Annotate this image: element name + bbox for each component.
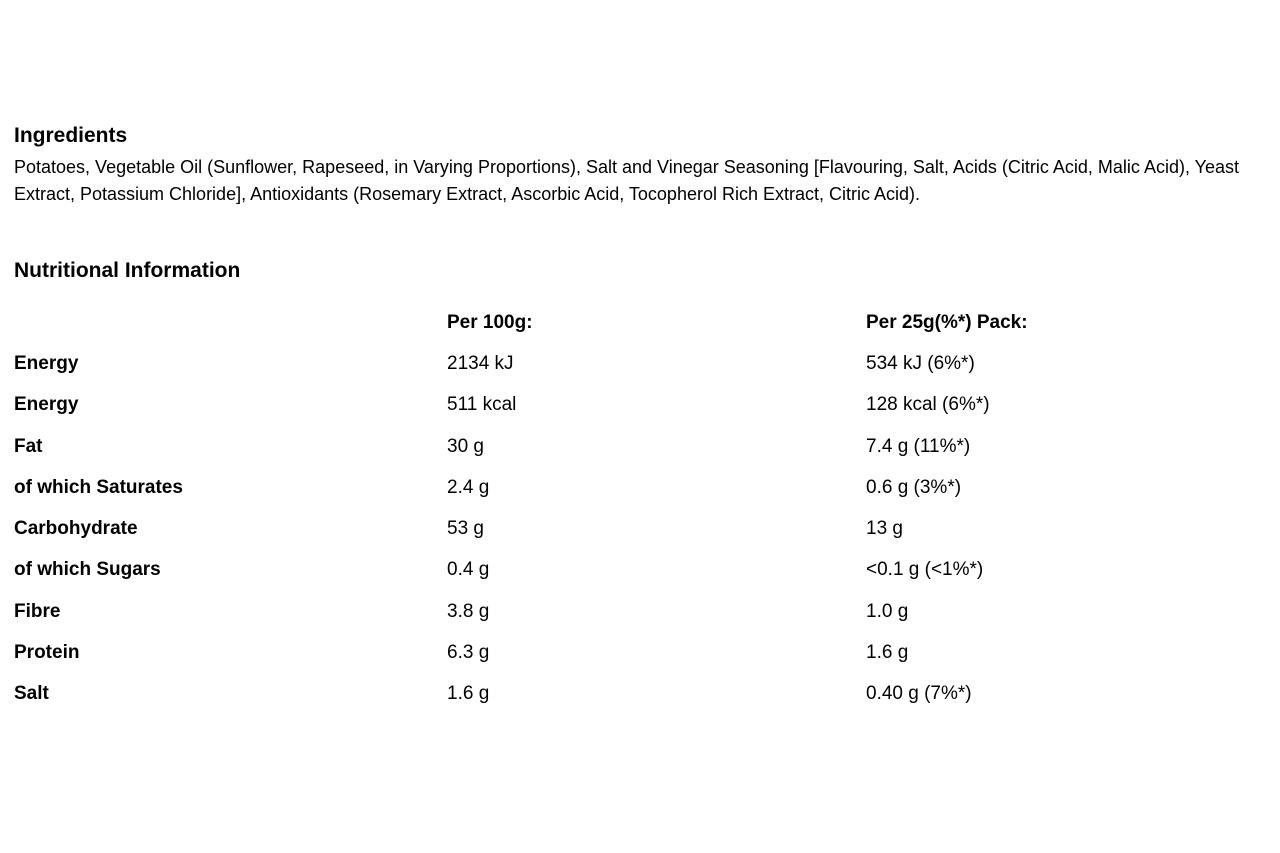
per-100g-value: 6.3 g [447, 642, 490, 664]
table-row [14, 591, 1276, 632]
table-row [14, 426, 1276, 467]
per-100g-value: 53 g [447, 518, 484, 540]
table-row [14, 674, 1276, 715]
nutrient-name: Salt [14, 683, 49, 705]
table-row [14, 508, 1276, 549]
column-header-per-100g: Per 100g: [447, 311, 533, 333]
nutrient-name: of which Sugars [14, 559, 161, 581]
nutrient-name: Protein [14, 642, 80, 664]
table-row [14, 632, 1276, 673]
per-100g-value: 2134 kJ [447, 352, 514, 374]
table-row [14, 467, 1276, 508]
nutrient-name: Fibre [14, 600, 61, 622]
nutrient-name: Carbohydrate [14, 518, 138, 540]
per-pack-value: 7.4 g (11%*) [866, 435, 971, 457]
table-row [14, 550, 1276, 591]
table-row [14, 385, 1276, 426]
per-pack-value: 0.6 g (3%*) [866, 476, 962, 498]
per-pack-value: 13 g [866, 518, 903, 540]
nutrition-header-row [14, 302, 1276, 343]
ingredients-heading: Ingredients [14, 124, 128, 147]
per-pack-value: 534 kJ (6%*) [866, 352, 975, 374]
nutrient-name: Fat [14, 435, 43, 457]
per-100g-value: 1.6 g [447, 683, 490, 705]
per-100g-value: 30 g [447, 435, 484, 457]
per-100g-value: 0.4 g [447, 559, 490, 581]
column-header-nutrient [14, 302, 447, 343]
table-row [14, 343, 1276, 384]
product-info [14, 122, 1276, 715]
per-pack-value: 1.6 g [866, 642, 909, 664]
per-pack-value: 128 kcal (6%*) [866, 394, 990, 416]
nutrient-name: Energy [14, 394, 79, 416]
per-100g-value: 3.8 g [447, 600, 490, 622]
per-pack-value: <0.1 g (<1%*) [866, 559, 984, 581]
per-100g-value: 2.4 g [447, 476, 490, 498]
column-header-per-pack: Per 25g(%*) Pack: [866, 311, 1028, 333]
per-100g-value: 511 kcal [447, 394, 517, 416]
nutrition-heading: Nutritional Information [14, 259, 241, 282]
nutrient-name: Energy [14, 352, 79, 374]
nutrition-table [14, 302, 1276, 715]
per-pack-value: 1.0 g [866, 600, 909, 622]
per-pack-value: 0.40 g (7%*) [866, 683, 972, 705]
nutrient-name: of which Saturates [14, 476, 183, 498]
ingredients-text: Potatoes, Vegetable Oil (Sunflower, Rapeseed, in Varying Proportions), Salt and Vinegar Seasoning [Flavouring, Salt, Acids (Citric Acid, Malic Acid), Yeast Extract, Potassium Chloride], Antioxidants (Rosemary Extract, Ascorbic Acid, Tocopherol Rich Extract, Citric Acid). [14, 157, 1240, 204]
